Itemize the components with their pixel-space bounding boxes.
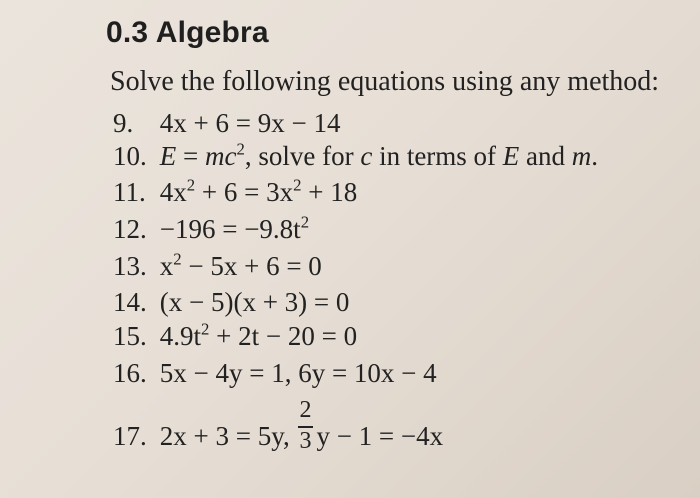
variable-m: m (571, 141, 592, 171)
problem-number: 12. (113, 214, 147, 244)
exponent: 2 (293, 175, 302, 195)
problem-text: and (519, 141, 572, 171)
section-title: 0.3 Algebra (106, 16, 269, 49)
problem-13 (113, 249, 322, 281)
problem-number: 9. (113, 108, 134, 138)
problem-rhs: 9x − 14 (257, 108, 341, 138)
problem-16 (113, 360, 437, 387)
variable-c: c (360, 141, 373, 171)
problem-text: 5x − 4y = 1, 6y = 10x − 4 (159, 358, 437, 388)
problem-12 (113, 212, 310, 244)
problem-number: 15. (113, 321, 147, 351)
problem-11 (113, 175, 358, 207)
fraction-numerator: 2 (299, 397, 312, 423)
fraction (297, 397, 315, 454)
problem-text: , solve for (244, 141, 354, 171)
exponent: 2 (236, 139, 245, 159)
problem-number: 13. (113, 251, 147, 281)
problem-text: (x − 5)(x + 3) = 0 (159, 287, 350, 317)
problem-text: −196 = −9.8t (159, 214, 301, 244)
problem-15 (113, 319, 358, 351)
problem-17 (113, 397, 444, 454)
problem-number: 10. (113, 141, 147, 171)
problem-number: 17. (113, 421, 147, 451)
exponent: 2 (186, 175, 196, 195)
problem-text: in terms of (372, 141, 503, 171)
problem-9: 9. 4x + 6 = 9x − 14 (113, 108, 341, 138)
exponent: 2 (300, 212, 310, 232)
variable-mc: mc (204, 141, 237, 171)
problem-text: + 18 (301, 177, 358, 207)
problem-14 (113, 289, 349, 316)
variable-e: E (159, 141, 177, 171)
exponent: 2 (173, 249, 182, 269)
fraction-denominator: 3 (299, 428, 312, 454)
problem-text: y − 1 = −4x (316, 421, 444, 451)
problem-10: 10. $E = mc^2$, solve for c in terms of E and m. (113, 139, 599, 171)
problem-text: 4x (159, 177, 187, 207)
problem-number: 16. (113, 358, 147, 388)
problem-number: 11. (113, 177, 146, 207)
problem-text: 2x + 3 = 5y, (159, 421, 290, 451)
problem-lhs: 4x + 6 (159, 108, 229, 138)
problem-text: x (159, 251, 174, 281)
problem-text: − 5x + 6 = 0 (181, 251, 322, 281)
exponent: 2 (201, 319, 210, 339)
problem-text: . (591, 141, 599, 171)
problem-text: + 6 = 3x (195, 177, 294, 207)
problem-text: + 2t − 20 = 0 (209, 321, 358, 351)
problem-number: 14. (113, 287, 147, 317)
problem-text: 4.9t (159, 321, 202, 351)
variable-e: E (502, 141, 520, 171)
instruction-text: Solve the following equations using any method: (110, 66, 660, 97)
